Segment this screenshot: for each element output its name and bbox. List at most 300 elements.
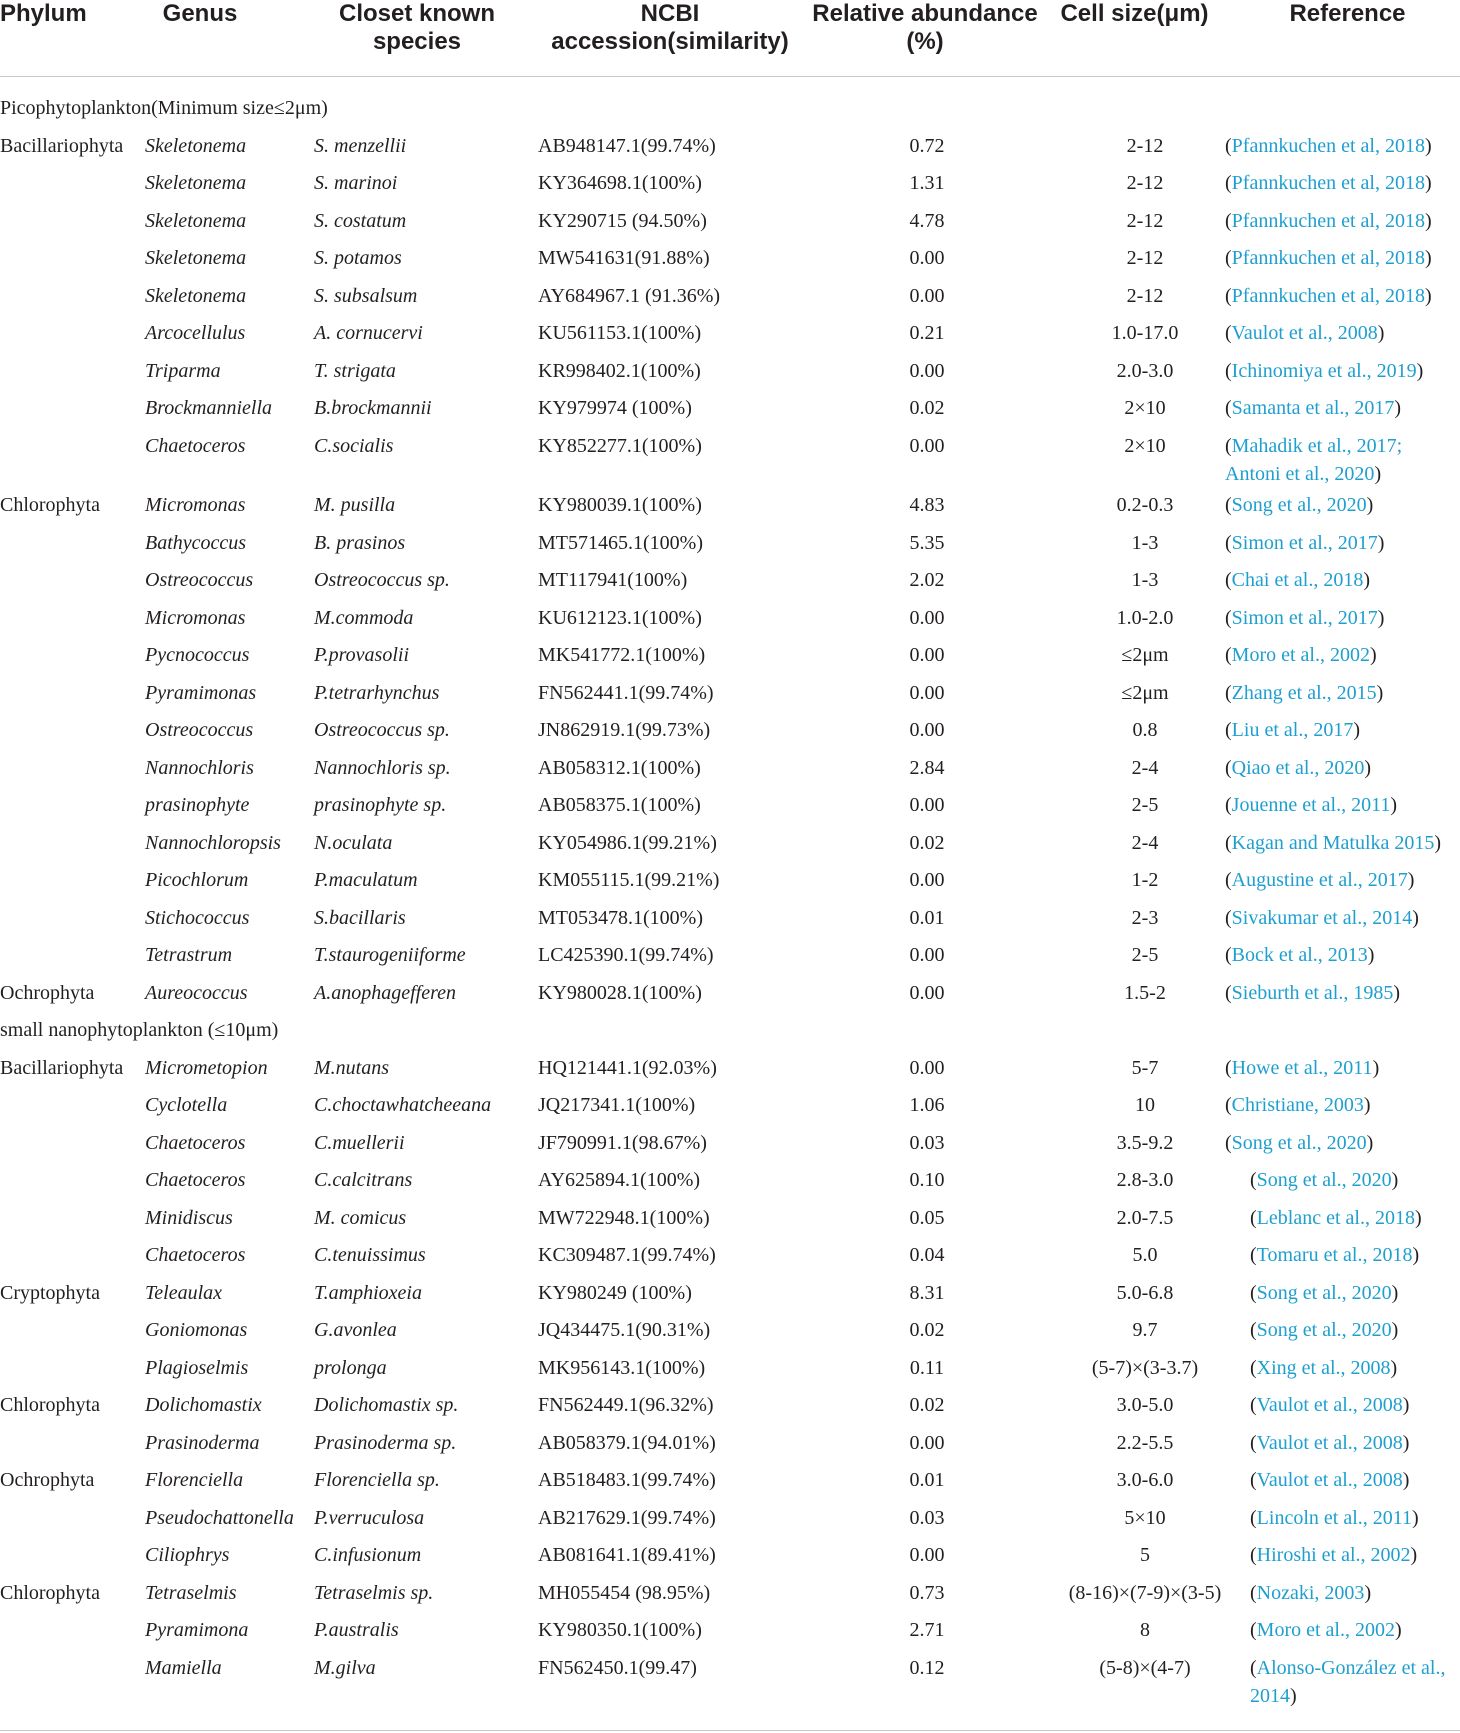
cell-abundance: 0.00 — [909, 284, 945, 307]
cell-genus: Skeletonema — [145, 172, 247, 194]
cell-accession: KY980249 (100%) — [538, 1281, 692, 1304]
cell-accession: MH055454 (98.95%) — [538, 1581, 711, 1604]
paren: ( — [1225, 644, 1232, 666]
cell-genus: prasinophyte — [145, 794, 250, 816]
cell-reference — [1225, 207, 1460, 235]
reference-link[interactable]: Simon et al., 2017 — [1231, 531, 1378, 554]
paren: ( — [1250, 1506, 1257, 1529]
cell-reference — [1225, 132, 1460, 160]
reference-link[interactable]: Sieburth et al., 1985 — [1231, 981, 1394, 1004]
reference-link[interactable]: Sivakumar et al., 2014 — [1231, 906, 1413, 929]
cell-reference — [1225, 169, 1460, 197]
cell-reference — [1250, 1391, 1460, 1419]
paren: ( — [1250, 1356, 1257, 1379]
cell-cell-size: 10 — [1135, 1094, 1155, 1116]
cell-abundance: 0.00 — [909, 1056, 945, 1079]
reference-link[interactable]: Antoni et al., 2020 — [1225, 462, 1375, 485]
reference-link[interactable]: Song et al., 2020 — [1256, 1319, 1392, 1341]
paren: ) — [1412, 906, 1419, 929]
cell-reference — [1250, 1504, 1460, 1532]
paren: ) — [1402, 1394, 1410, 1416]
paren: ( — [1250, 1431, 1257, 1454]
cell-abundance: 0.72 — [909, 134, 945, 157]
cell-accession: KC309487.1(99.74%) — [538, 1244, 716, 1266]
paren: ( — [1225, 681, 1232, 704]
cell-reference — [1225, 754, 1460, 782]
cell-cell-size: 5.0 — [1132, 1244, 1158, 1266]
cell-species: Tetraselmis sp. — [314, 1581, 434, 1604]
cell-reference — [1225, 829, 1460, 857]
cell-reference — [1225, 394, 1460, 422]
header-accession: NCBI accession(similarity) — [551, 0, 789, 55]
cell-species: Nannochloris sp. — [314, 756, 451, 779]
paren: ) — [1410, 1544, 1418, 1566]
paren: ( — [1250, 1619, 1257, 1641]
cell-reference — [1250, 1241, 1460, 1269]
paren: ( — [1225, 944, 1232, 966]
reference-link[interactable]: Jouenne et al., 2011 — [1231, 794, 1391, 816]
cell-reference — [1250, 1616, 1460, 1644]
cell-cell-size: 2-5 — [1131, 944, 1159, 966]
reference-link[interactable]: Moro et al., 2002 — [1256, 1619, 1395, 1641]
cell-genus: Micromonas — [145, 606, 246, 629]
cell-accession: AB948147.1(99.74%) — [538, 134, 716, 157]
cell-genus: Nannochloris — [145, 756, 254, 779]
cell-species: M.commoda — [314, 606, 414, 629]
cell-species: C.calcitrans — [314, 1169, 413, 1191]
cell-abundance: 0.02 — [909, 1319, 945, 1341]
cell-species: M.nutans — [314, 1056, 389, 1079]
cell-abundance: 0.00 — [909, 794, 945, 816]
cell-cell-size: 1.0-17.0 — [1111, 322, 1179, 344]
cell-accession: JN862919.1(99.73%) — [538, 719, 711, 741]
cell-accession: KU612123.1(100%) — [538, 606, 702, 629]
cell-accession: KY852277.1(100%) — [538, 434, 702, 457]
cell-accession: KY980028.1(100%) — [538, 981, 702, 1004]
cell-species: Dolichomastix sp. — [314, 1394, 459, 1416]
cell-reference — [1225, 941, 1460, 969]
paren: ( — [1225, 569, 1232, 591]
cell-reference — [1225, 357, 1460, 385]
cell-species: prolonga — [314, 1356, 387, 1379]
paren: ) — [1369, 644, 1377, 666]
cell-reference — [1225, 641, 1460, 669]
cell-reference — [1225, 979, 1460, 1007]
cell-abundance: 0.00 — [909, 869, 945, 891]
cell-accession: KY054986.1(99.21%) — [538, 831, 717, 854]
paren: ) — [1376, 681, 1384, 704]
paren: ( — [1250, 1581, 1257, 1604]
cell-genus: Teleaulax — [145, 1281, 223, 1304]
paren: ( — [1225, 322, 1232, 344]
cell-cell-size: 2-4 — [1131, 831, 1159, 854]
table-header — [0, 0, 1460, 76]
cell-abundance: 0.00 — [909, 1431, 945, 1454]
cell-accession: FN562449.1(96.32%) — [538, 1394, 714, 1416]
reference-link[interactable]: Pfannkuchen et al, 2018 — [1231, 209, 1425, 232]
cell-genus: Skeletonema — [145, 209, 247, 232]
reference-link[interactable]: Samanta et al., 2017 — [1231, 397, 1395, 419]
paren: ) — [1353, 719, 1360, 741]
paren: ( — [1250, 1319, 1257, 1341]
cell-species: Ostreococcus sp. — [314, 719, 450, 741]
cell-species: C.socialis — [314, 434, 394, 457]
paren: ( — [1225, 606, 1232, 629]
reference-link[interactable]: 2014 — [1250, 1684, 1290, 1707]
cell-species: B. prasinos — [314, 531, 406, 554]
section-title: Picophytoplankton(Minimum size≤2μm) — [0, 97, 328, 119]
reference-link[interactable]: Song et al., 2020 — [1256, 1169, 1392, 1191]
header-phylum: Phylum — [0, 0, 87, 27]
cell-abundance: 0.21 — [909, 322, 945, 344]
cell-abundance: 0.02 — [909, 1394, 945, 1416]
reference-link[interactable]: Moro et al., 2002 — [1231, 644, 1370, 666]
cell-accession: HQ121441.1(92.03%) — [538, 1056, 717, 1079]
reference-link[interactable]: Xing et al., 2008 — [1256, 1356, 1391, 1379]
cell-species: S.bacillaris — [314, 906, 406, 929]
cell-genus: Brockmanniella — [145, 397, 273, 419]
reference-link[interactable]: Mahadik et al., 2017; — [1231, 434, 1403, 457]
reference-link[interactable]: Nozaki, 2003 — [1256, 1581, 1365, 1604]
cell-species: N.oculata — [314, 831, 393, 854]
cell-abundance: 0.00 — [909, 644, 945, 666]
paren: ( — [1250, 1394, 1257, 1416]
cell-genus: Picochlorum — [145, 869, 249, 891]
cell-accession: AB058379.1(94.01%) — [538, 1431, 716, 1454]
cell-reference — [1225, 244, 1460, 272]
bottom-rule — [0, 1730, 1460, 1731]
cell-cell-size: (8-16)×(7-9)×(3-5) — [1068, 1581, 1222, 1604]
reference-link[interactable]: Vaulot et al., 2008 — [1256, 1394, 1403, 1416]
cell-genus: Ostreococcus — [145, 719, 254, 741]
paren: ( — [1250, 1544, 1257, 1566]
reference-link[interactable]: Bock et al., 2013 — [1231, 944, 1368, 966]
cell-genus: Chaetoceros — [145, 1244, 246, 1266]
cell-reference — [1225, 319, 1460, 347]
reference-link[interactable]: Lincoln et al., 2011 — [1256, 1506, 1413, 1529]
cell-reference — [1250, 1654, 1460, 1710]
header-genus: Genus — [162, 0, 238, 27]
paren: ( — [1225, 284, 1232, 307]
reference-link[interactable]: Chai et al., 2018 — [1231, 569, 1364, 591]
reference-link[interactable]: Pfannkuchen et al, 2018 — [1231, 172, 1425, 194]
header-species: Closet known species — [338, 0, 495, 55]
cell-accession: KU561153.1(100%) — [538, 322, 702, 344]
reference-link[interactable]: Kagan and Matulka 2015 — [1231, 831, 1435, 854]
cell-genus: Pseudochattonella — [145, 1506, 294, 1529]
paren: ) — [1414, 1206, 1422, 1229]
cell-cell-size: ≤2μm — [1121, 644, 1169, 666]
reference-link[interactable]: Qiao et al., 2020 — [1231, 756, 1365, 779]
paren: ) — [1391, 1281, 1399, 1304]
cell-reference — [1225, 791, 1460, 819]
cell-reference — [1225, 1091, 1460, 1119]
cell-accession: MW541631(91.88%) — [538, 247, 710, 269]
cell-cell-size: 2.0-7.5 — [1116, 1206, 1174, 1229]
cell-cell-size: 8 — [1140, 1619, 1150, 1641]
paren: ) — [1377, 606, 1385, 629]
cell-accession: MK541772.1(100%) — [538, 644, 706, 666]
cell-species: A. cornucervi — [314, 322, 423, 344]
cell-phylum: Cryptophyta — [0, 1281, 100, 1304]
cell-genus: Stichococcus — [145, 906, 250, 929]
cell-accession: AB058375.1(100%) — [538, 794, 701, 816]
cell-accession: AB058312.1(100%) — [538, 756, 701, 779]
cell-phylum: Bacillariophyta — [0, 134, 124, 157]
cell-abundance: 0.01 — [909, 906, 945, 929]
cell-species: T.amphioxeia — [314, 1281, 422, 1304]
paren: ( — [1225, 434, 1232, 457]
cell-accession: KY364698.1(100%) — [538, 172, 702, 194]
cell-cell-size: 5-7 — [1131, 1056, 1159, 1079]
cell-accession: AB518483.1(99.74%) — [538, 1469, 716, 1491]
cell-abundance: 0.11 — [909, 1356, 945, 1379]
cell-genus: Goniomonas — [145, 1319, 248, 1341]
cell-genus: Minidiscus — [145, 1206, 233, 1229]
cell-cell-size: 5 — [1140, 1544, 1150, 1566]
cell-accession: JF790991.1(98.67%) — [538, 1131, 707, 1154]
paren: ) — [1412, 1506, 1419, 1529]
reference-link[interactable]: Augustine et al., 2017 — [1231, 869, 1408, 891]
cell-abundance: 5.35 — [909, 531, 945, 554]
cell-cell-size: 3.0-6.0 — [1116, 1469, 1174, 1491]
cell-abundance: 0.73 — [909, 1581, 945, 1604]
cell-accession: KM055115.1(99.21%) — [538, 869, 720, 891]
cell-abundance: 0.10 — [909, 1169, 945, 1191]
paren: ( — [1225, 1131, 1232, 1154]
paren: ) — [1394, 397, 1402, 419]
paren: ( — [1225, 397, 1232, 419]
cell-genus: Plagioselmis — [145, 1356, 249, 1379]
cell-accession: AY684967.1 (91.36%) — [538, 284, 721, 307]
cell-abundance: 2.02 — [909, 569, 945, 591]
cell-species: B.brockmannii — [314, 397, 432, 419]
reference-link[interactable]: Pfannkuchen et al, 2018 — [1231, 134, 1425, 157]
cell-genus: Nannochloropsis — [145, 831, 281, 854]
cell-reference — [1225, 1054, 1460, 1082]
cell-phylum: Chlorophyta — [0, 1581, 100, 1604]
cell-accession: KY290715 (94.50%) — [538, 209, 707, 232]
paren: ) — [1377, 531, 1385, 554]
paren: ) — [1424, 134, 1432, 157]
paren: ) — [1393, 981, 1400, 1004]
cell-abundance: 4.78 — [909, 209, 945, 232]
cell-species: M. pusilla — [314, 494, 396, 516]
cell-cell-size: 0.2-0.3 — [1116, 494, 1174, 516]
cell-cell-size: 2-5 — [1131, 794, 1159, 816]
cell-species: C.muellerii — [314, 1131, 405, 1154]
paren: ) — [1424, 209, 1432, 232]
paren: ( — [1225, 359, 1232, 382]
cell-abundance: 0.00 — [909, 719, 945, 741]
cell-genus: Pycnococcus — [145, 644, 250, 666]
cell-species: A.anophagefferen — [314, 981, 457, 1004]
cell-reference — [1225, 679, 1460, 707]
cell-cell-size: 2-12 — [1126, 247, 1164, 269]
cell-cell-size: 2×10 — [1124, 434, 1166, 457]
cell-accession: MT571465.1(100%) — [538, 531, 703, 554]
reference-link[interactable]: Tomaru et al., 2018 — [1256, 1244, 1413, 1266]
reference-link[interactable]: Song et al., 2020 — [1256, 1281, 1392, 1304]
paren: ( — [1225, 1056, 1232, 1079]
cell-genus: Ciliophrys — [145, 1544, 230, 1566]
cell-phylum: Chlorophyta — [0, 494, 100, 516]
cell-genus: Tetrastrum — [145, 944, 233, 966]
cell-reference — [1250, 1316, 1460, 1344]
paren: ) — [1366, 1131, 1374, 1154]
paren: ( — [1225, 756, 1232, 779]
paren: ) — [1367, 944, 1375, 966]
cell-abundance: 0.03 — [909, 1506, 945, 1529]
cell-accession: MT117941(100%) — [538, 569, 688, 591]
reference-link[interactable]: Simon et al., 2017 — [1231, 606, 1378, 629]
reference-link[interactable]: Song et al., 2020 — [1231, 1131, 1367, 1154]
cell-abundance: 2.84 — [909, 756, 945, 779]
cell-cell-size: 0.8 — [1132, 719, 1158, 741]
cell-reference — [1225, 529, 1460, 557]
cell-genus: Prasinoderma — [145, 1431, 260, 1454]
cell-reference — [1225, 491, 1460, 519]
reference-link[interactable]: Vaulot et al., 2008 — [1256, 1469, 1403, 1491]
cell-genus: Chaetoceros — [145, 1131, 246, 1154]
header-rule — [0, 76, 1460, 77]
reference-link[interactable]: Howe et al., 2011 — [1231, 1056, 1373, 1079]
cell-abundance: 0.12 — [909, 1656, 945, 1679]
paren: ) — [1424, 172, 1432, 194]
cell-reference — [1250, 1166, 1460, 1194]
reference-link[interactable]: Vaulot et al., 2008 — [1231, 322, 1378, 344]
paren: ) — [1391, 1319, 1399, 1341]
cell-abundance: 1.31 — [909, 172, 945, 194]
cell-accession: FN562441.1(99.74%) — [538, 681, 714, 704]
paren: ) — [1390, 794, 1398, 816]
cell-abundance: 0.00 — [909, 247, 945, 269]
cell-abundance: 0.00 — [909, 681, 945, 704]
cell-cell-size: 1.0-2.0 — [1116, 606, 1174, 629]
paren: ) — [1407, 869, 1415, 891]
reference-link[interactable]: Hiroshi et al., 2002 — [1256, 1544, 1411, 1566]
cell-reference — [1250, 1204, 1460, 1232]
cell-reference — [1250, 1466, 1460, 1494]
paren: ( — [1225, 981, 1232, 1004]
paren: ) — [1424, 284, 1432, 307]
cell-abundance: 0.02 — [909, 831, 945, 854]
paren: ) — [1402, 1431, 1410, 1454]
cell-accession: MK956143.1(100%) — [538, 1356, 706, 1379]
paren: ) — [1434, 831, 1442, 854]
cell-reference — [1225, 904, 1460, 932]
reference-link[interactable]: Pfannkuchen et al, 2018 — [1231, 247, 1425, 269]
cell-reference — [1225, 866, 1460, 894]
cell-cell-size: 1-3 — [1131, 531, 1159, 554]
cell-genus: Skeletonema — [145, 247, 247, 269]
cell-accession: MT053478.1(100%) — [538, 906, 703, 929]
cell-reference — [1250, 1579, 1460, 1607]
reference-link[interactable]: Leblanc et al., 2018 — [1256, 1206, 1415, 1229]
paren: ) — [1372, 1056, 1380, 1079]
cell-species: C.tenuissimus — [314, 1244, 426, 1266]
cell-phylum: Chlorophyta — [0, 1394, 100, 1416]
cell-cell-size: 2-3 — [1131, 906, 1159, 929]
paren: ( — [1250, 1656, 1257, 1679]
paren: ) — [1424, 247, 1432, 269]
cell-abundance: 1.06 — [909, 1094, 945, 1116]
cell-species: T. strigata — [314, 359, 396, 382]
paren: ( — [1225, 172, 1232, 194]
cell-genus: Florenciella — [145, 1469, 244, 1491]
paren: ( — [1250, 1169, 1257, 1191]
cell-cell-size: 5.0-6.8 — [1116, 1281, 1174, 1304]
paren: ) — [1390, 1356, 1398, 1379]
cell-genus: Arcocellulus — [145, 322, 246, 344]
cell-cell-size: 2-12 — [1126, 284, 1164, 307]
cell-accession: AY625894.1(100%) — [538, 1169, 701, 1191]
paren: ) — [1364, 1581, 1372, 1604]
paren: ) — [1366, 494, 1374, 516]
reference-link[interactable]: Zhang et al., 2015 — [1231, 681, 1377, 704]
cell-abundance: 0.00 — [909, 359, 945, 382]
cell-phylum: Ochrophyta — [0, 981, 95, 1004]
cell-species: G.avonlea — [314, 1319, 397, 1341]
cell-species: S. subsalsum — [314, 284, 418, 307]
paren: ( — [1225, 531, 1232, 554]
cell-accession: FN562450.1(99.47) — [538, 1656, 697, 1679]
cell-cell-size: 3.0-5.0 — [1116, 1394, 1174, 1416]
cell-reference — [1225, 566, 1460, 594]
cell-genus: Cyclotella — [145, 1094, 228, 1116]
cell-species: Ostreococcus sp. — [314, 569, 450, 591]
cell-reference — [1225, 716, 1460, 744]
reference-link[interactable]: Alonso-González et al., — [1256, 1656, 1446, 1679]
paren: ) — [1290, 1684, 1297, 1707]
paren: ( — [1225, 494, 1232, 516]
cell-cell-size: 2-12 — [1126, 172, 1164, 194]
cell-reference — [1225, 604, 1460, 632]
cell-abundance: 0.00 — [909, 944, 945, 966]
paren: ( — [1250, 1206, 1257, 1229]
header-reference: Reference — [1289, 0, 1406, 27]
cell-phylum: Ochrophyta — [0, 1469, 95, 1491]
paren: ( — [1225, 1094, 1232, 1116]
cell-abundance: 0.00 — [909, 1544, 945, 1566]
paren: ( — [1225, 794, 1232, 816]
cell-accession: KY980039.1(100%) — [538, 494, 702, 516]
paren: ( — [1225, 134, 1232, 157]
cell-reference — [1250, 1541, 1460, 1569]
cell-cell-size: (5-7)×(3-3.7) — [1091, 1356, 1199, 1379]
cell-genus: Pyramimona — [145, 1619, 249, 1641]
cell-genus: Pyramimonas — [145, 681, 257, 704]
cell-cell-size: 2.0-3.0 — [1116, 359, 1174, 382]
reference-link[interactable]: Christiane, 2003 — [1231, 1094, 1364, 1116]
reference-link[interactable]: Song et al., 2020 — [1231, 494, 1367, 516]
reference-link[interactable]: Pfannkuchen et al, 2018 — [1231, 284, 1425, 307]
cell-abundance: 0.00 — [909, 981, 945, 1004]
reference-link[interactable]: Liu et al., 2017 — [1231, 719, 1354, 741]
cell-accession: AB217629.1(99.74%) — [538, 1506, 716, 1529]
reference-link[interactable]: Ichinomiya et al., 2019 — [1231, 359, 1417, 382]
cell-accession: JQ434475.1(90.31%) — [538, 1319, 711, 1341]
paren: ) — [1416, 359, 1424, 382]
cell-species: P.verruculosa — [314, 1506, 425, 1529]
reference-link[interactable]: Vaulot et al., 2008 — [1256, 1431, 1403, 1454]
paren: ) — [1363, 1094, 1371, 1116]
cell-species: S. menzellii — [314, 134, 407, 157]
header-cell-size: Cell size(μm) — [1060, 0, 1209, 27]
cell-cell-size: 2-12 — [1126, 209, 1164, 232]
cell-abundance: 0.03 — [909, 1131, 945, 1154]
cell-genus: Tetraselmis — [145, 1581, 237, 1604]
